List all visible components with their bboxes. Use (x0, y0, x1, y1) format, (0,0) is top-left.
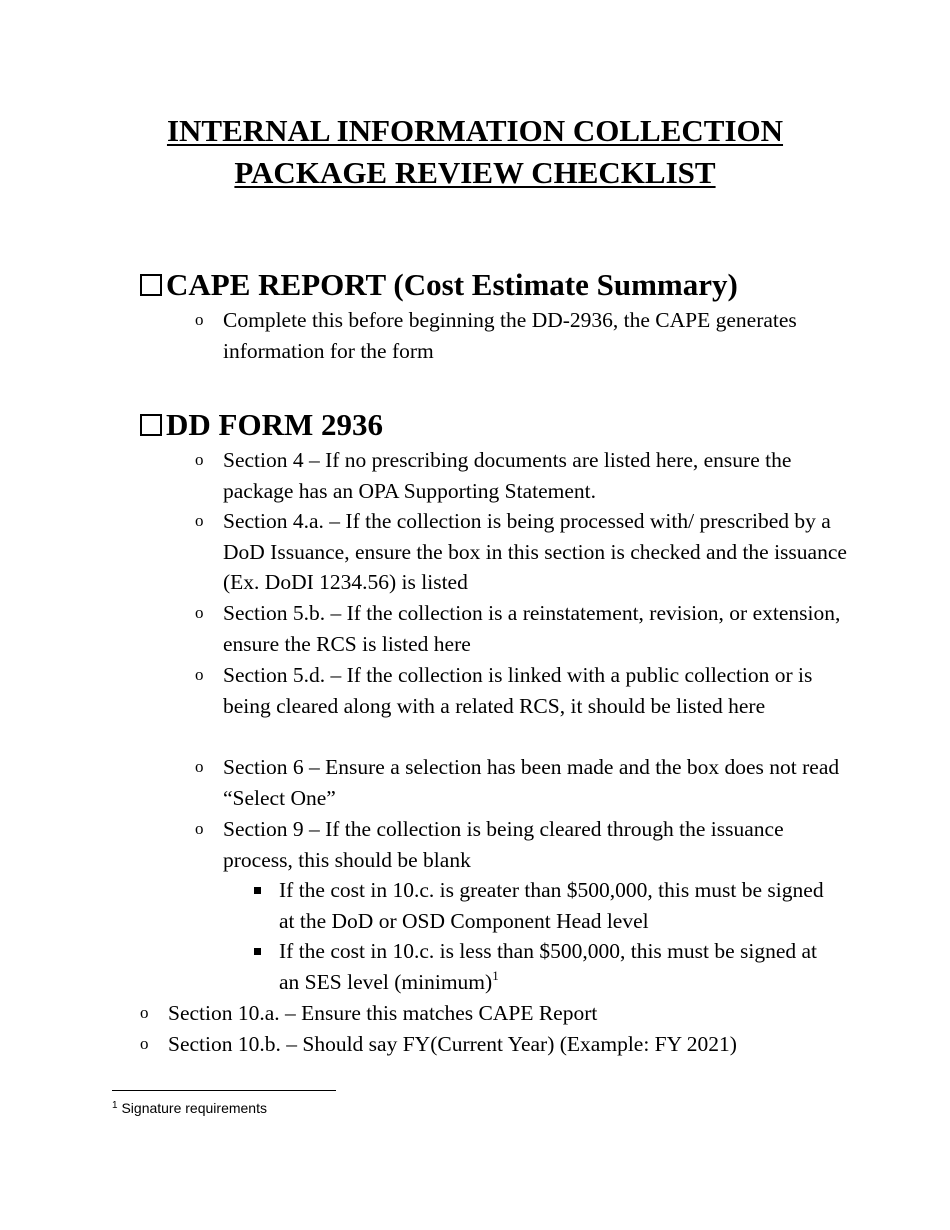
hollow-bullet-icon: o (140, 1034, 149, 1053)
square-bullet-icon (254, 948, 261, 955)
footnote-separator (112, 1090, 336, 1091)
list-item (140, 998, 868, 1029)
checkbox-dd2936[interactable] (140, 414, 162, 436)
footnote-reference[interactable]: 1 (492, 967, 499, 983)
list-item (195, 305, 848, 366)
hollow-bullet-icon: o (195, 819, 204, 838)
list-item (195, 660, 848, 721)
checkbox-cape[interactable] (140, 274, 162, 296)
item-text: Complete this before beginning the DD-2936, the CAPE generates information for the form (223, 308, 797, 363)
title-line-1: INTERNAL INFORMATION COLLECTION (166, 113, 784, 148)
sub-list-item (279, 875, 839, 936)
hollow-bullet-icon: o (195, 665, 204, 684)
section-heading-cape (140, 266, 738, 304)
hollow-bullet-icon: o (195, 757, 204, 776)
footnote-number: 1 (112, 1100, 118, 1111)
heading-text-dd2936: DD FORM 2936 (166, 407, 383, 442)
item-text: Section 9 – If the collection is being cleared through the issuance process, this should be blank (223, 817, 784, 872)
item-text: Section 10.a. – Ensure this matches CAPE Report (168, 1001, 598, 1025)
square-bullet-icon (254, 887, 261, 894)
hollow-bullet-icon: o (195, 603, 204, 622)
subitem-text: If the cost in 10.c. is less than $500,000, this must be signed at an SES level (minimum) (279, 939, 818, 994)
hollow-bullet-icon: o (195, 450, 204, 469)
item-text: Section 5.d. – If the collection is linked with a public collection or is being cleared along with a related RCS, it should be listed here (223, 663, 813, 718)
footnote-text: Signature requirements (121, 1100, 267, 1116)
footnote (112, 1098, 267, 1118)
list-item (195, 752, 848, 813)
title-line-2: PACKAGE REVIEW CHECKLIST (234, 155, 716, 190)
item-text: Section 10.b. – Should say FY(Current Year) (Example: FY 2021) (168, 1032, 737, 1056)
heading-text-cape: CAPE REPORT (Cost Estimate Summary) (166, 267, 738, 302)
sub-list-item (279, 936, 839, 997)
list-item (195, 814, 848, 875)
hollow-bullet-icon: o (140, 1003, 149, 1022)
item-text: Section 4 – If no prescribing documents are listed here, ensure the package has an OPA Supporting Statement. (223, 448, 792, 503)
list-item (195, 506, 848, 598)
page-title (0, 110, 950, 194)
section-heading-dd2936 (140, 406, 383, 444)
list-item (195, 598, 848, 659)
item-text: Section 4.a. – If the collection is being processed with/ prescribed by a DoD Issuance, ensure the box in this section is checked and the issuance (Ex. DoDI 1234.56) is listed (223, 509, 847, 594)
item-text: Section 5.b. – If the collection is a reinstatement, revision, or extension, ensure the RCS is listed here (223, 601, 841, 656)
list-item (140, 1029, 868, 1060)
hollow-bullet-icon: o (195, 511, 204, 530)
hollow-bullet-icon: o (195, 310, 204, 329)
list-item (195, 445, 848, 506)
item-text: Section 6 – Ensure a selection has been made and the box does not read “Select One” (223, 755, 840, 810)
subitem-text: If the cost in 10.c. is greater than $500,000, this must be signed at the DoD or OSD Component Head level (279, 878, 824, 933)
